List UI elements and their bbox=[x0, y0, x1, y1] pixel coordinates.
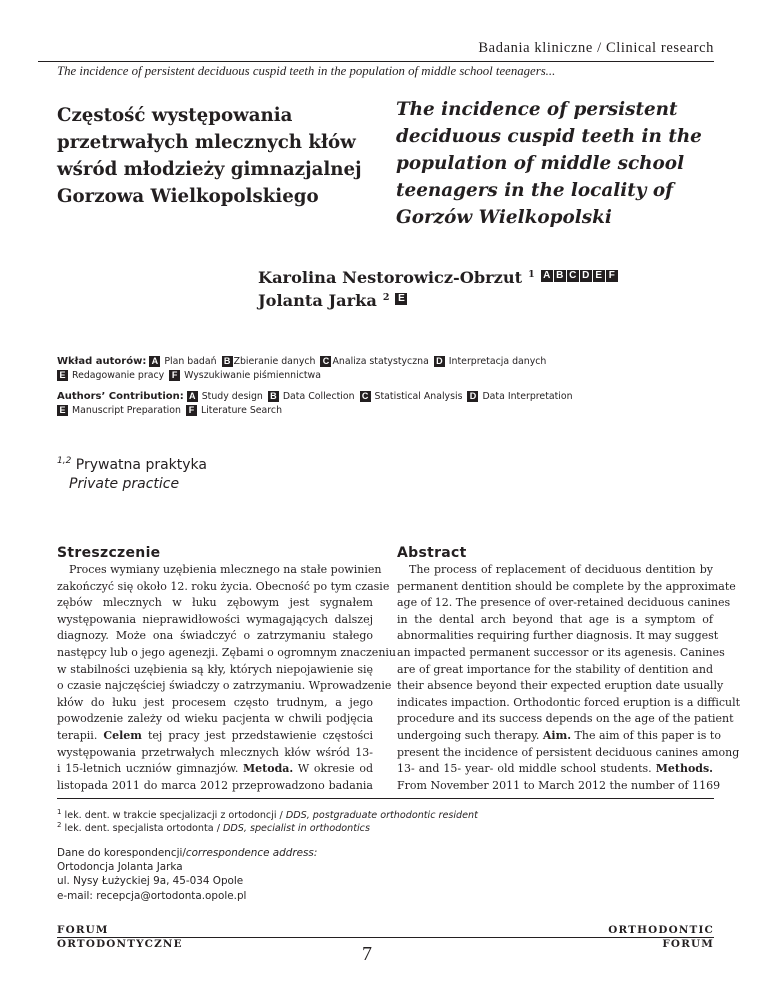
title-english-line: teenagers in the locality of bbox=[396, 180, 674, 201]
abstract-polish-line: diagnozy. Może ona świadczyć o zatrzymaniu stałego bbox=[57, 629, 373, 643]
footnote-polish: lek. dent. specjalista ortodonta / bbox=[64, 823, 223, 835]
role-badge: F bbox=[606, 270, 618, 282]
abstract-english-line: undergoing such therapy. Aim. The aim of this paper is to bbox=[397, 728, 721, 742]
abstract-polish-keyword: Metoda. bbox=[243, 762, 294, 776]
role-badge: E bbox=[395, 293, 407, 305]
affiliation-numbers: 1,2 bbox=[57, 456, 72, 466]
footnote-rule bbox=[57, 798, 714, 799]
role-badge: E bbox=[57, 370, 68, 381]
journal-name-line: ORTHODONTIC bbox=[608, 924, 714, 936]
abstract-english-line: 13- and 15- year- old middle school students. Methods. bbox=[397, 762, 713, 776]
contribution-item: Plan badań bbox=[164, 356, 217, 367]
title-polish bbox=[57, 102, 377, 210]
role-badge: A bbox=[187, 391, 198, 402]
author-roles bbox=[541, 268, 619, 287]
contribution-item: Statistical Analysis bbox=[374, 391, 463, 402]
title-english-line: deciduous cuspid teeth in the bbox=[396, 126, 702, 147]
header-rule bbox=[38, 61, 714, 62]
author-name: Jolanta Jarka bbox=[258, 291, 377, 310]
page-number: 7 bbox=[362, 943, 372, 965]
abstract-english-line: are of great importance for the stability of dentition and bbox=[397, 662, 713, 676]
correspondence-line: e-mail: recepcja@ortodonta.opole.pl bbox=[57, 889, 247, 902]
abstract-polish-line: Proces wymiany uzębienia mlecznego na stałe powinien bbox=[69, 563, 382, 576]
title-polish-line: Częstość występowania bbox=[57, 105, 293, 126]
abstract-polish-line: zakończyć się około 12. roku życia. Obecność po tym czasie bbox=[57, 579, 390, 593]
contribution-item: Data Interpretation bbox=[482, 391, 573, 402]
running-title: The incidence of persistent deciduous cuspid teeth in the population of middle school teenagers... bbox=[57, 64, 556, 78]
role-badge: F bbox=[186, 405, 197, 416]
author-name: Karolina Nestorowicz-Obrzut bbox=[258, 268, 523, 287]
author-1 bbox=[258, 268, 619, 287]
affiliation-polish: Prywatna praktyka bbox=[75, 457, 207, 473]
footnote-number: 2 bbox=[57, 821, 62, 829]
contribution-item: Interpretacja danych bbox=[448, 356, 547, 367]
footnote-polish: lek. dent. w trakcie specjalizacji z ortodoncji / bbox=[64, 810, 286, 822]
role-badge: B bbox=[222, 356, 233, 367]
author-affiliation-number: 1 bbox=[528, 269, 535, 280]
abstract-polish-line: terapii. Celem tej pracy jest przedstawienie częstości bbox=[57, 728, 373, 742]
abstract-english-line: The process of replacement of deciduous dentition by bbox=[409, 563, 713, 576]
title-english-line: The incidence of persistent bbox=[396, 99, 678, 120]
journal-name-english bbox=[608, 923, 714, 951]
correspondence-label-polish: Dane do korespondencji/ bbox=[57, 847, 186, 859]
role-badge: B bbox=[554, 270, 566, 282]
abstract-english-text bbox=[397, 562, 741, 794]
role-badge: A bbox=[149, 356, 160, 367]
footnote-english: DDS, postgraduate orthodontic resident bbox=[285, 810, 478, 822]
contribution-item: Zbieranie danych bbox=[233, 356, 316, 367]
contribution-item: Analiza statystyczna bbox=[332, 356, 429, 367]
contribution-label: Authors’ Contribution: bbox=[57, 391, 184, 402]
contribution-item: Wyszukiwanie piśmiennictwa bbox=[184, 370, 321, 381]
affiliation bbox=[57, 457, 207, 493]
role-badge: E bbox=[57, 405, 68, 416]
role-badge: C bbox=[360, 391, 371, 402]
role-badge: D bbox=[467, 391, 478, 402]
abstract-english-heading: Abstract bbox=[397, 545, 467, 561]
abstract-english-line: permanent dentition should be complete by the approximate bbox=[397, 579, 736, 593]
abstract-english-line: present the incidence of persistent deciduous canines among bbox=[397, 745, 740, 759]
abstract-english-line: indicates impaction. Orthodontic forced eruption is a difficult bbox=[397, 695, 741, 709]
abstract-polish-line: występowania przetrwałych mlecznych kłów wśród 13- bbox=[57, 745, 373, 759]
role-badge: C bbox=[567, 270, 579, 282]
role-badge: D bbox=[580, 270, 592, 282]
correspondence-line: ul. Nysy Łużyckiej 9a, 45-034 Opole bbox=[57, 875, 244, 888]
correspondence-address bbox=[57, 846, 317, 903]
abstract-english-line: procedure and its success depends on the age of the patient bbox=[397, 712, 734, 726]
footnote-2 bbox=[57, 819, 370, 835]
abstract-english-line: abnormalities requiring further diagnosis. It may suggest bbox=[397, 629, 719, 643]
abstract-english-keyword: Methods. bbox=[655, 762, 713, 776]
title-english-line: Gorzów Wielkopolski bbox=[396, 207, 612, 228]
title-polish-line: wśród młodzieży gimnazjalnej bbox=[57, 159, 362, 180]
contribution-item: Data Collection bbox=[282, 391, 355, 402]
correspondence-label-english: correspondence address: bbox=[185, 847, 318, 859]
journal-name-polish bbox=[57, 923, 183, 951]
abstract-polish-line: i 15-letnich uczniów gimnazjów. Metoda. W okresie od bbox=[57, 762, 373, 776]
footnote-english: DDS, specialist in orthodontics bbox=[222, 823, 370, 835]
authors-contribution-english bbox=[57, 390, 697, 418]
title-english-line: population of middle school bbox=[396, 153, 685, 174]
abstract-english-line: an impacted permanent successor or its agenesis. Canines bbox=[397, 645, 725, 659]
role-badge: C bbox=[320, 356, 331, 367]
correspondence-line: Ortodoncja Jolanta Jarka bbox=[57, 861, 183, 874]
abstract-polish-line: występowania nieprawidłowości wymagających dalszej bbox=[57, 612, 373, 626]
role-badge: A bbox=[541, 270, 553, 282]
abstract-polish-line: powodzenie zależy od wieku pacjenta w chwili podjęcia bbox=[57, 712, 373, 726]
abstract-polish-line: listopada 2011 do marca 2012 przeprowadzono badania bbox=[57, 778, 373, 792]
abstract-polish-line: następcy lub o jego agenezji. Zębami o ogromnym znaczeniu bbox=[57, 645, 397, 659]
abstract-polish-line: kłów do łuku jest procesem często trudnym, a jego bbox=[57, 695, 373, 709]
abstract-polish-line: w stabilności uzębienia są kły, których niepojawienie się bbox=[57, 662, 373, 676]
contribution-item: Study design bbox=[201, 391, 263, 402]
title-polish-line: przetrwałych mlecznych kłów bbox=[57, 132, 356, 153]
abstract-polish-line: zębów mlecznych w łuku zębowym jest sygnałem bbox=[57, 596, 373, 610]
abstract-english-line: age of 12. The presence of over-retained deciduous canines bbox=[397, 596, 731, 610]
contribution-item: Manuscript Preparation bbox=[71, 405, 181, 416]
abstract-english-line: in the dental arch beyond that age is a symptom of bbox=[397, 612, 713, 626]
author-2 bbox=[258, 291, 408, 310]
title-polish-line: Gorzowa Wielkopolskiego bbox=[57, 186, 319, 207]
abstract-english-line: their absence beyond their expected eruption date usually bbox=[397, 679, 724, 693]
author-affiliation-number: 2 bbox=[382, 292, 390, 303]
abstract-polish-heading: Streszczenie bbox=[57, 545, 161, 561]
role-badge: B bbox=[268, 391, 279, 402]
footnote-number: 1 bbox=[57, 808, 62, 816]
abstract-polish-line: o czasie najczęściej świadczy o zatrzymaniu. Wprowadzenie bbox=[57, 679, 392, 693]
abstract-english-line: From November 2011 to March 2012 the number of 1169 bbox=[397, 778, 721, 792]
journal-name-line: ORTODONTYCZNE bbox=[57, 938, 183, 950]
journal-name-line: FORUM bbox=[57, 924, 109, 936]
contribution-item: Literature Search bbox=[200, 405, 283, 416]
role-badge: D bbox=[434, 356, 445, 367]
correspondence-label bbox=[57, 846, 317, 860]
contribution-item: Redagowanie pracy bbox=[71, 370, 165, 381]
contribution-label: Wkład autorów: bbox=[57, 356, 147, 367]
abstract-english-keyword: Aim. bbox=[542, 728, 572, 742]
abstract-polish-keyword: Celem bbox=[103, 728, 142, 742]
section-header: Badania kliniczne / Clinical research bbox=[478, 40, 714, 56]
journal-name-line: FORUM bbox=[662, 938, 714, 950]
affiliation-english: Private practice bbox=[69, 476, 180, 492]
role-badge: E bbox=[593, 270, 605, 282]
authors-contribution-polish bbox=[57, 355, 697, 383]
role-badge: F bbox=[169, 370, 180, 381]
abstract-polish-text bbox=[57, 562, 397, 794]
title-english bbox=[396, 96, 726, 231]
